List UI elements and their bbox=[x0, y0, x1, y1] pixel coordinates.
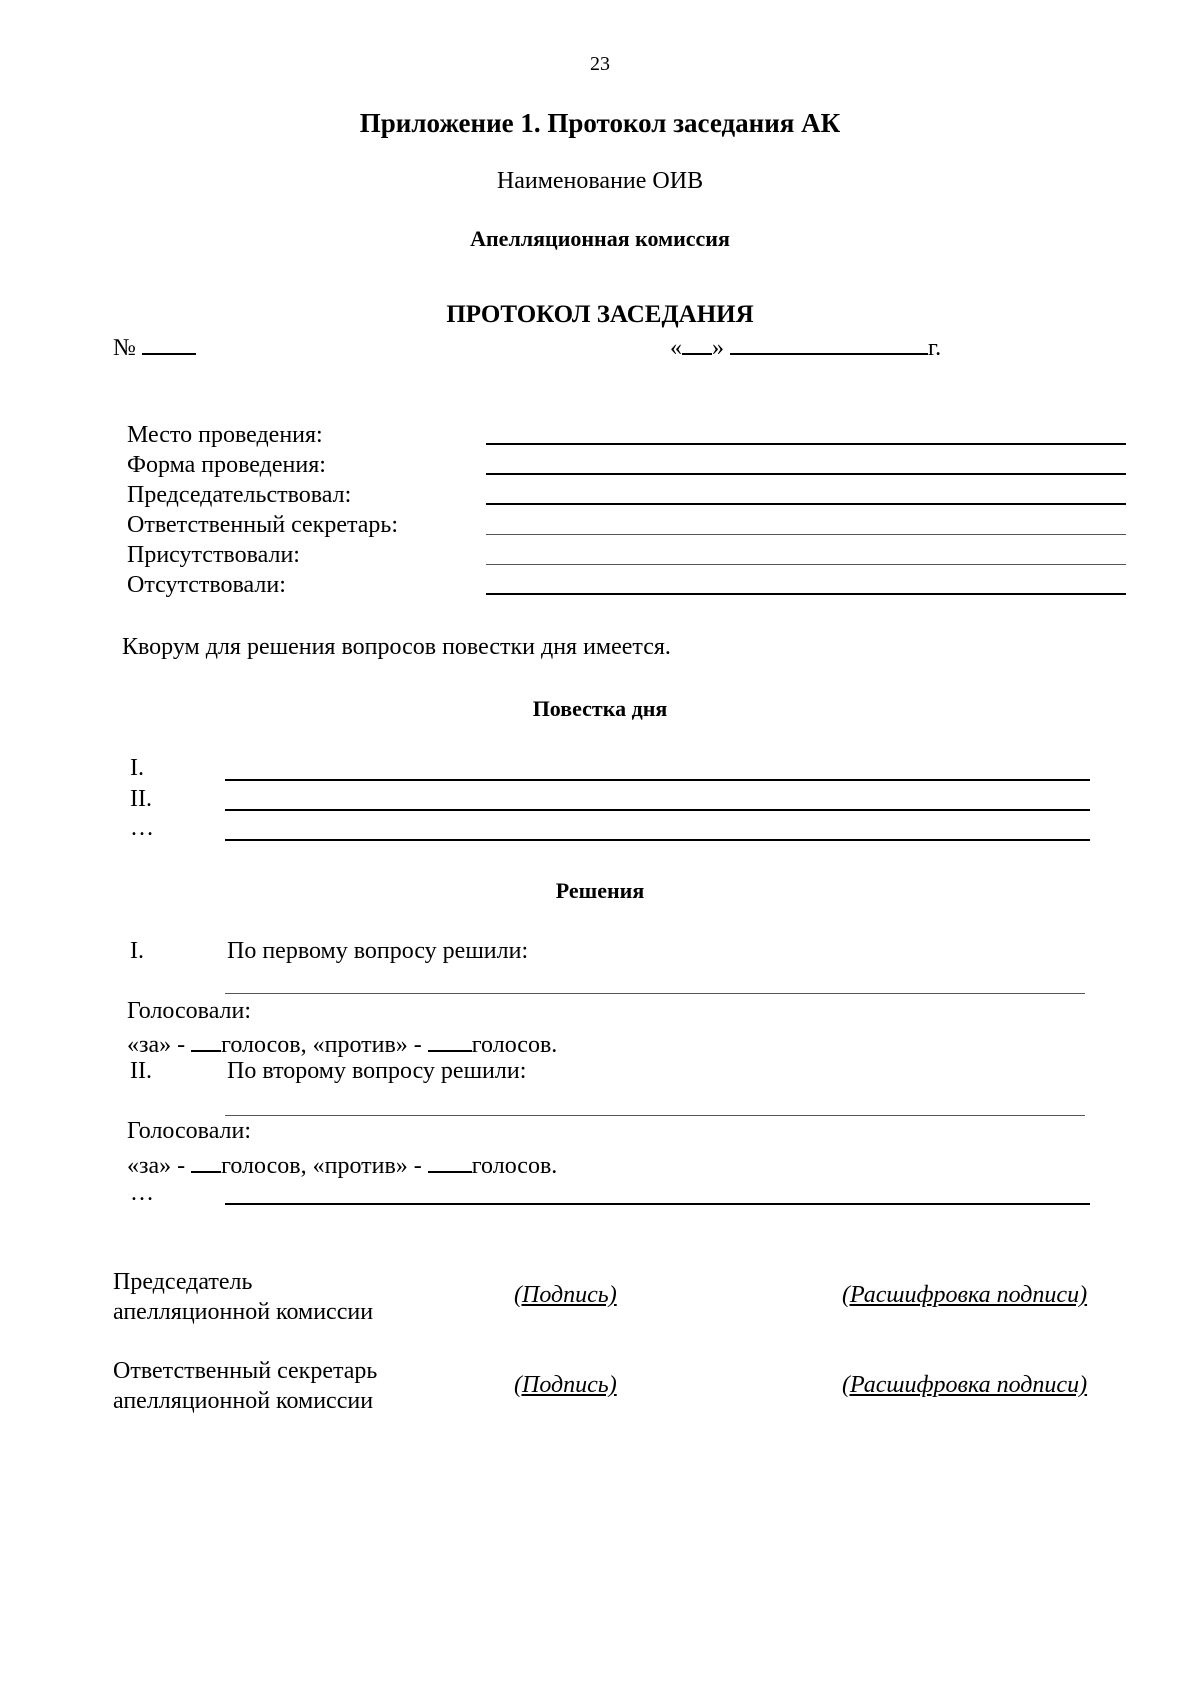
votes-against-blank[interactable] bbox=[428, 1028, 472, 1052]
date-close-quote: » bbox=[712, 335, 724, 361]
signature-placeholder[interactable]: (Подпись) bbox=[514, 1282, 617, 1308]
protocol-date bbox=[670, 331, 941, 362]
decision-ellipsis: … bbox=[130, 1180, 154, 1206]
decision-numeral: I. bbox=[130, 938, 144, 964]
votes-word: голосов. bbox=[471, 1153, 558, 1179]
role-line: апелляционной комиссии bbox=[113, 1299, 374, 1325]
field-label: Ответственный секретарь: bbox=[127, 512, 399, 538]
field-blank[interactable] bbox=[486, 534, 1126, 535]
agenda-blank[interactable] bbox=[225, 809, 1090, 811]
agenda-blank[interactable] bbox=[225, 839, 1090, 841]
day-blank[interactable] bbox=[682, 331, 712, 355]
signature-decoding-placeholder[interactable]: (Расшифровка подписи) bbox=[842, 1372, 1088, 1398]
votes-against-blank[interactable] bbox=[428, 1149, 472, 1173]
quorum-text: Кворум для решения вопросов повестки дня имеется. bbox=[122, 634, 671, 660]
date-open-quote: « bbox=[670, 335, 682, 361]
decisions-heading: Решения bbox=[555, 878, 645, 903]
field-label: Отсутствовали: bbox=[127, 572, 286, 598]
org-name: Наименование ОИВ bbox=[496, 168, 704, 194]
agenda-numeral: … bbox=[130, 815, 154, 841]
voted-label: Голосовали: bbox=[127, 998, 252, 1024]
field-label: Председательствовал: bbox=[127, 482, 352, 508]
agenda-numeral: II. bbox=[130, 786, 152, 812]
signature-decoding-placeholder[interactable]: (Расшифровка подписи) bbox=[842, 1282, 1088, 1308]
field-label: Форма проведения: bbox=[127, 452, 326, 478]
role-line: Председатель bbox=[113, 1269, 253, 1295]
votes-for-blank[interactable] bbox=[191, 1149, 221, 1173]
month-blank[interactable] bbox=[730, 331, 928, 355]
agenda-numeral: I. bbox=[130, 755, 144, 781]
page-number: 23 bbox=[590, 53, 610, 75]
field-blank[interactable] bbox=[486, 564, 1126, 565]
role-line: Ответственный секретарь bbox=[113, 1358, 378, 1384]
number-blank[interactable] bbox=[142, 331, 196, 355]
year-suffix: г. bbox=[928, 335, 942, 361]
votes-against-label: голосов, «против» - bbox=[221, 1032, 422, 1058]
field-blank[interactable] bbox=[486, 473, 1126, 475]
field-label: Присутствовали: bbox=[127, 542, 300, 568]
votes-against-label: голосов, «против» - bbox=[221, 1153, 422, 1179]
signature-role bbox=[113, 1356, 377, 1416]
protocol-title: ПРОТОКОЛ ЗАСЕДАНИЯ bbox=[446, 301, 754, 328]
vote-line bbox=[127, 1149, 557, 1180]
votes-word: голосов. bbox=[471, 1032, 558, 1058]
agenda-blank[interactable] bbox=[225, 779, 1090, 781]
appendix-title: Приложение 1. Протокол заседания АК bbox=[359, 108, 841, 138]
commission-title: Апелляционная комиссия bbox=[470, 226, 730, 251]
signature-role bbox=[113, 1267, 373, 1327]
voted-label: Голосовали: bbox=[127, 1118, 252, 1144]
vote-line bbox=[127, 1028, 557, 1059]
decision-text: По первому вопросу решили: bbox=[227, 938, 529, 964]
decision-blank[interactable] bbox=[225, 1115, 1085, 1116]
number-label: № bbox=[113, 335, 136, 361]
signature-placeholder[interactable]: (Подпись) bbox=[514, 1372, 617, 1398]
agenda-heading: Повестка дня bbox=[532, 696, 668, 721]
role-line: апелляционной комиссии bbox=[113, 1388, 374, 1414]
decision-blank[interactable] bbox=[225, 1203, 1090, 1205]
votes-for-blank[interactable] bbox=[191, 1028, 221, 1052]
decision-text: По второму вопросу решили: bbox=[227, 1058, 527, 1084]
field-blank[interactable] bbox=[486, 503, 1126, 505]
decision-blank[interactable] bbox=[225, 993, 1085, 994]
field-blank[interactable] bbox=[486, 593, 1126, 595]
vote-for-label: «за» - bbox=[127, 1153, 186, 1179]
field-blank[interactable] bbox=[486, 443, 1126, 445]
field-label: Место проведения: bbox=[127, 422, 323, 448]
vote-for-label: «за» - bbox=[127, 1032, 186, 1058]
decision-numeral: II. bbox=[130, 1058, 152, 1084]
protocol-number bbox=[113, 331, 196, 362]
